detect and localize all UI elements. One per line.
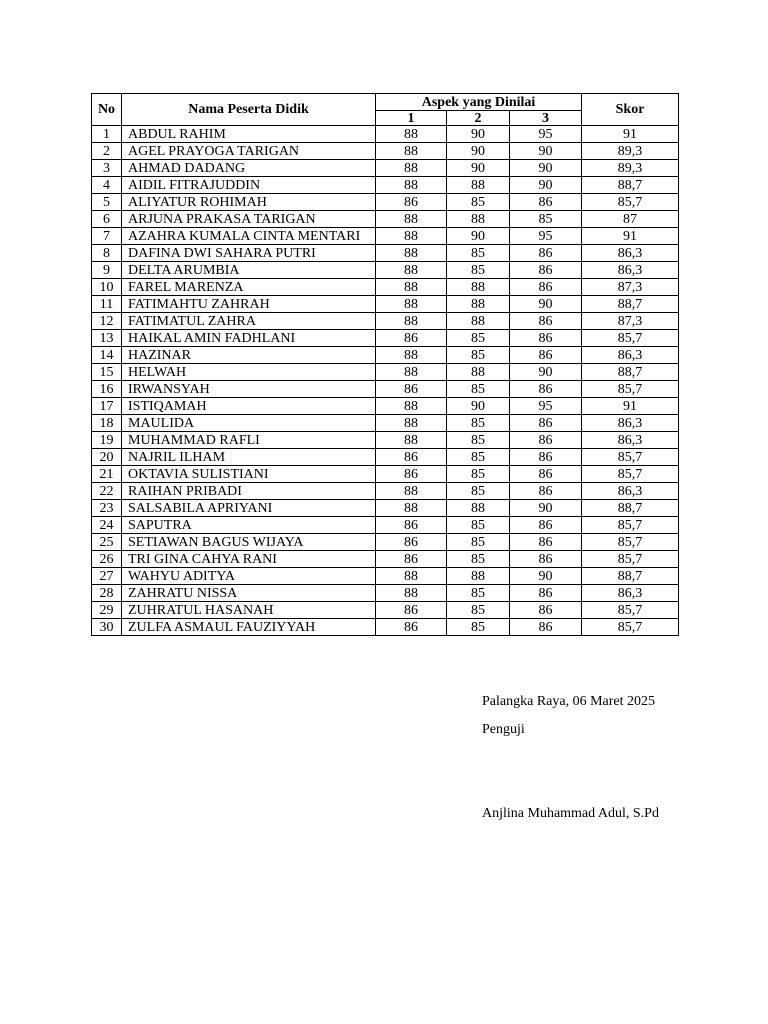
aspek-3-value: 90 [510,143,582,160]
aspek-3-value: 86 [510,602,582,619]
aspek-3-value: 86 [510,415,582,432]
table-row [92,466,679,483]
table-row [92,415,679,432]
table-row [92,500,679,517]
aspek-1-value: 88 [376,296,447,313]
aspek-2-value: 88 [447,568,510,585]
aspek-3-value: 86 [510,432,582,449]
aspek-1-value: 88 [376,262,447,279]
header-aspek-1: 1 [376,111,447,126]
skor-value: 88,7 [582,364,679,381]
skor-value: 86,3 [582,585,679,602]
table-row [92,245,679,262]
aspek-2-value: 85 [447,517,510,534]
table-row [92,313,679,330]
student-name: ABDUL RAHIM [122,126,376,143]
student-name: ALIYATUR ROHIMAH [122,194,376,211]
aspek-3-value: 90 [510,177,582,194]
row-number: 13 [92,330,122,347]
student-name: HELWAH [122,364,376,381]
aspek-2-value: 88 [447,177,510,194]
aspek-2-value: 88 [447,364,510,381]
aspek-2-value: 88 [447,296,510,313]
aspek-2-value: 85 [447,245,510,262]
skor-value: 86,3 [582,415,679,432]
aspek-3-value: 95 [510,398,582,415]
header-aspek: Aspek yang Dinilai [376,94,582,111]
aspek-1-value: 88 [376,347,447,364]
table-row [92,177,679,194]
aspek-2-value: 85 [447,619,510,636]
aspek-3-value: 86 [510,449,582,466]
table-row [92,602,679,619]
table-row [92,551,679,568]
table-row [92,432,679,449]
aspek-1-value: 88 [376,364,447,381]
aspek-1-value: 88 [376,143,447,160]
aspek-2-value: 88 [447,279,510,296]
aspek-3-value: 86 [510,466,582,483]
table-row [92,194,679,211]
student-name: WAHYU ADITYA [122,568,376,585]
aspek-2-value: 85 [447,347,510,364]
header-name: Nama Peserta Didik [122,94,376,126]
student-name: SAPUTRA [122,517,376,534]
table-row [92,364,679,381]
table-row [92,262,679,279]
table-row [92,381,679,398]
student-name: SETIAWAN BAGUS WIJAYA [122,534,376,551]
skor-value: 85,7 [582,534,679,551]
skor-value: 86,3 [582,432,679,449]
aspek-3-value: 86 [510,279,582,296]
aspek-2-value: 88 [447,500,510,517]
student-name: TRI GINA CAHYA RANI [122,551,376,568]
aspek-1-value: 86 [376,381,447,398]
student-name: AGEL PRAYOGA TARIGAN [122,143,376,160]
row-number: 5 [92,194,122,211]
aspek-2-value: 90 [447,160,510,177]
row-number: 19 [92,432,122,449]
skor-value: 87,3 [582,313,679,330]
skor-value: 91 [582,228,679,245]
aspek-3-value: 86 [510,619,582,636]
place-date: Palangka Raya, 06 Maret 2025 [482,694,656,709]
aspek-3-value: 86 [510,483,582,500]
table-row [92,534,679,551]
aspek-3-value: 95 [510,228,582,245]
skor-value: 88,7 [582,177,679,194]
aspek-2-value: 85 [447,194,510,211]
student-name: ZUHRATUL HASANAH [122,602,376,619]
student-name: NAJRIL ILHAM [122,449,376,466]
table-row [92,449,679,466]
skor-value: 91 [582,398,679,415]
skor-value: 85,7 [582,466,679,483]
skor-value: 85,7 [582,551,679,568]
skor-value: 85,7 [582,330,679,347]
student-name: SALSABILA APRIYANI [122,500,376,517]
skor-value: 87,3 [582,279,679,296]
aspek-1-value: 88 [376,585,447,602]
student-name: OKTAVIA SULISTIANI [122,466,376,483]
aspek-2-value: 85 [447,551,510,568]
skor-value: 86,3 [582,245,679,262]
aspek-2-value: 85 [447,449,510,466]
aspek-3-value: 86 [510,534,582,551]
aspek-1-value: 86 [376,602,447,619]
row-number: 6 [92,211,122,228]
skor-value: 88,7 [582,500,679,517]
skor-value: 86,3 [582,262,679,279]
row-number: 17 [92,398,122,415]
aspek-3-value: 90 [510,500,582,517]
skor-value: 89,3 [582,160,679,177]
aspek-3-value: 86 [510,585,582,602]
aspek-2-value: 85 [447,585,510,602]
aspek-2-value: 85 [447,381,510,398]
row-number: 20 [92,449,122,466]
row-number: 7 [92,228,122,245]
aspek-1-value: 88 [376,177,447,194]
row-number: 14 [92,347,122,364]
row-number: 16 [92,381,122,398]
aspek-2-value: 85 [447,330,510,347]
aspek-1-value: 86 [376,194,447,211]
table-row [92,211,679,228]
row-number: 4 [92,177,122,194]
aspek-2-value: 85 [447,262,510,279]
row-number: 2 [92,143,122,160]
table-row [92,585,679,602]
table-row [92,296,679,313]
student-name: HAZINAR [122,347,376,364]
row-number: 18 [92,415,122,432]
student-name: ISTIQAMAH [122,398,376,415]
aspek-3-value: 95 [510,126,582,143]
aspek-1-value: 88 [376,211,447,228]
student-name: AIDIL FITRAJUDDIN [122,177,376,194]
aspek-1-value: 86 [376,534,447,551]
aspek-1-value: 88 [376,228,447,245]
student-name: HAIKAL AMIN FADHLANI [122,330,376,347]
aspek-3-value: 86 [510,330,582,347]
aspek-1-value: 88 [376,160,447,177]
skor-value: 89,3 [582,143,679,160]
table-row [92,160,679,177]
aspek-1-value: 88 [376,398,447,415]
skor-value: 88,7 [582,296,679,313]
student-name: DAFINA DWI SAHARA PUTRI [122,245,376,262]
aspek-2-value: 85 [447,432,510,449]
student-name: DELTA ARUMBIA [122,262,376,279]
header-aspek-2: 2 [447,111,510,126]
aspek-3-value: 90 [510,568,582,585]
student-name: ZULFA ASMAUL FAUZIYYAH [122,619,376,636]
table-row [92,483,679,500]
aspek-2-value: 90 [447,126,510,143]
skor-value: 85,7 [582,194,679,211]
aspek-2-value: 90 [447,143,510,160]
student-name: IRWANSYAH [122,381,376,398]
row-number: 23 [92,500,122,517]
row-number: 21 [92,466,122,483]
table-row [92,279,679,296]
aspek-3-value: 85 [510,211,582,228]
aspek-3-value: 86 [510,381,582,398]
student-name: ARJUNA PRAKASA TARIGAN [122,211,376,228]
skor-value: 85,7 [582,449,679,466]
student-name: AHMAD DADANG [122,160,376,177]
header-no: No [92,94,122,126]
row-number: 28 [92,585,122,602]
skor-value: 85,7 [582,602,679,619]
row-number: 29 [92,602,122,619]
table-row [92,517,679,534]
table-row [92,126,679,143]
skor-value: 86,3 [582,483,679,500]
aspek-3-value: 86 [510,347,582,364]
row-number: 25 [92,534,122,551]
student-name: AZAHRA KUMALA CINTA MENTARI [122,228,376,245]
student-name: MAULIDA [122,415,376,432]
skor-value: 88,7 [582,568,679,585]
aspek-1-value: 86 [376,517,447,534]
table-header [92,94,679,126]
aspek-1-value: 88 [376,432,447,449]
table-row [92,330,679,347]
aspek-1-value: 86 [376,330,447,347]
aspek-2-value: 90 [447,398,510,415]
table-row [92,228,679,245]
aspek-2-value: 88 [447,211,510,228]
table-row [92,619,679,636]
header-aspek-3: 3 [510,111,582,126]
aspek-3-value: 86 [510,262,582,279]
score-table [91,93,679,636]
aspek-3-value: 90 [510,296,582,313]
table-row [92,398,679,415]
row-number: 10 [92,279,122,296]
aspek-2-value: 85 [447,534,510,551]
aspek-3-value: 90 [510,160,582,177]
row-number: 27 [92,568,122,585]
aspek-1-value: 88 [376,568,447,585]
row-number: 11 [92,296,122,313]
skor-value: 86,3 [582,347,679,364]
table-row [92,347,679,364]
skor-value: 87 [582,211,679,228]
skor-value: 85,7 [582,381,679,398]
row-number: 30 [92,619,122,636]
aspek-3-value: 86 [510,245,582,262]
aspek-2-value: 90 [447,228,510,245]
row-number: 8 [92,245,122,262]
skor-value: 85,7 [582,619,679,636]
row-number: 24 [92,517,122,534]
aspek-2-value: 85 [447,602,510,619]
table-row [92,143,679,160]
aspek-1-value: 88 [376,415,447,432]
aspek-1-value: 88 [376,500,447,517]
row-number: 12 [92,313,122,330]
aspek-1-value: 88 [376,245,447,262]
student-name: FATIMATUL ZAHRA [122,313,376,330]
aspek-1-value: 88 [376,313,447,330]
table-row [92,568,679,585]
row-number: 26 [92,551,122,568]
aspek-1-value: 88 [376,279,447,296]
aspek-2-value: 88 [447,313,510,330]
aspek-3-value: 86 [510,194,582,211]
student-name: FATIMAHTU ZAHRAH [122,296,376,313]
aspek-2-value: 85 [447,483,510,500]
aspek-2-value: 85 [447,415,510,432]
row-number: 1 [92,126,122,143]
aspek-3-value: 86 [510,313,582,330]
aspek-3-value: 86 [510,517,582,534]
aspek-3-value: 86 [510,551,582,568]
examiner-name: Anjlina Muhammad Adul, S.Pd [482,806,659,821]
header-skor: Skor [582,94,679,126]
skor-value: 91 [582,126,679,143]
table-body [92,126,679,636]
row-number: 9 [92,262,122,279]
student-name: RAIHAN PRIBADI [122,483,376,500]
skor-value: 85,7 [582,517,679,534]
aspek-3-value: 90 [510,364,582,381]
aspek-2-value: 85 [447,466,510,483]
row-number: 3 [92,160,122,177]
student-name: FAREL MARENZA [122,279,376,296]
row-number: 15 [92,364,122,381]
student-name: ZAHRATU NISSA [122,585,376,602]
aspek-1-value: 86 [376,449,447,466]
student-name: MUHAMMAD RAFLI [122,432,376,449]
aspek-1-value: 86 [376,551,447,568]
aspek-1-value: 86 [376,466,447,483]
aspek-1-value: 88 [376,126,447,143]
examiner-role: Penguji [482,722,525,737]
aspek-1-value: 88 [376,483,447,500]
aspek-1-value: 86 [376,619,447,636]
row-number: 22 [92,483,122,500]
